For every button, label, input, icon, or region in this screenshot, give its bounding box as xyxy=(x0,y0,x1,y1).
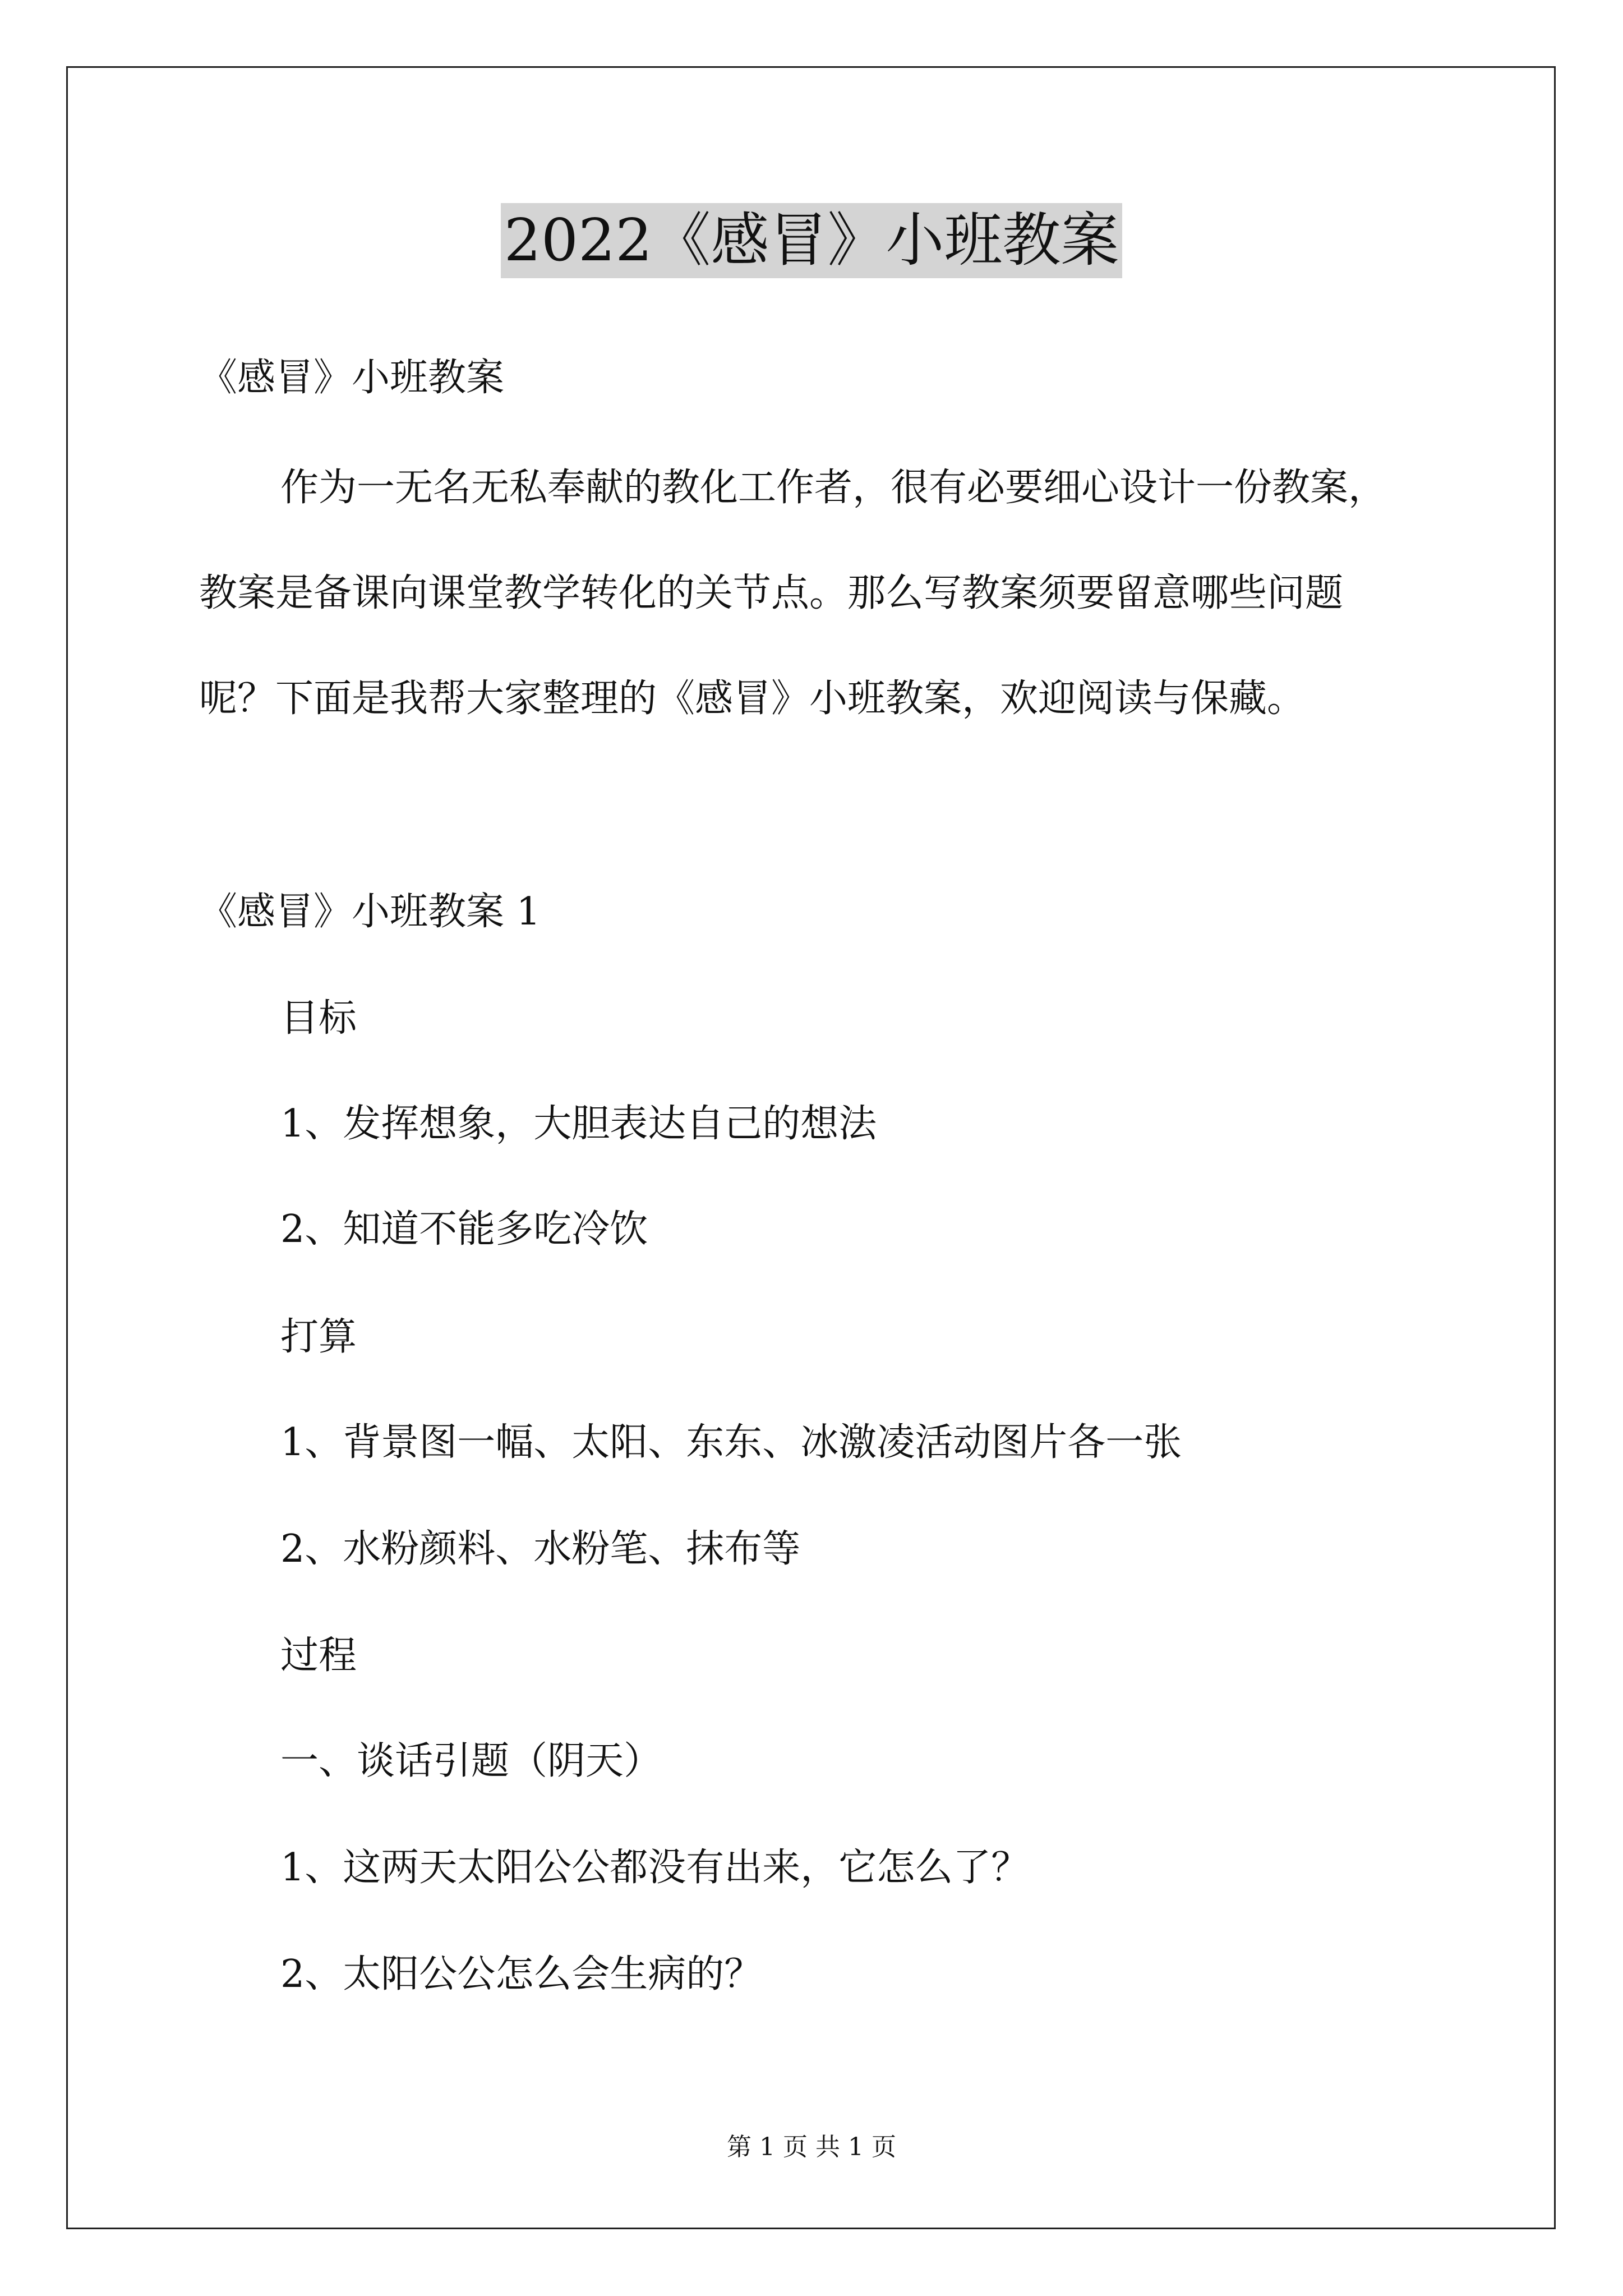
goal-item-1: 1、发挥想象，大胆表达自己的想法 xyxy=(280,1102,877,1146)
page-footer: 第 1 页 共 1 页 xyxy=(727,2133,896,2161)
process-heading: 过程 xyxy=(280,1634,357,1678)
goal-item-2: 2、知道不能多吃冷饮 xyxy=(280,1207,648,1251)
goal-heading: 目标 xyxy=(280,996,357,1041)
document-title-wrapper xyxy=(0,203,1623,278)
process-step-heading: 一、谈话引题（阴天） xyxy=(280,1739,662,1783)
preparation-item-2: 2、水粉颜料、水粉笔、抹布等 xyxy=(280,1527,801,1571)
intro-line-2: 教案是备课向课堂教学转化的关节点。那么写教案须要留意哪些问题 xyxy=(199,571,1344,615)
process-step-1: 1、这两天太阳公公都没有出来，它怎么了？ xyxy=(280,1846,1030,1890)
subtitle: 《感冒》小班教案 xyxy=(199,356,505,400)
preparation-item-1: 1、背景图一幅、太阳、东东、冰激凌活动图片各一张 xyxy=(280,1420,1182,1465)
intro-line-3: 呢？下面是我帮大家整理的《感冒》小班教案，欢迎阅读与保藏。 xyxy=(199,677,1306,721)
process-step-2: 2、太阳公公怎么会生病的？ xyxy=(280,1952,763,1996)
intro-line-1: 作为一无名无私奉献的教化工作者，很有必要细心设计一份教案， xyxy=(280,466,1387,510)
preparation-heading: 打算 xyxy=(280,1315,357,1359)
section-heading: 《感冒》小班教案 1 xyxy=(199,890,541,934)
document-title: 2022《感冒》小班教案 xyxy=(501,203,1123,278)
